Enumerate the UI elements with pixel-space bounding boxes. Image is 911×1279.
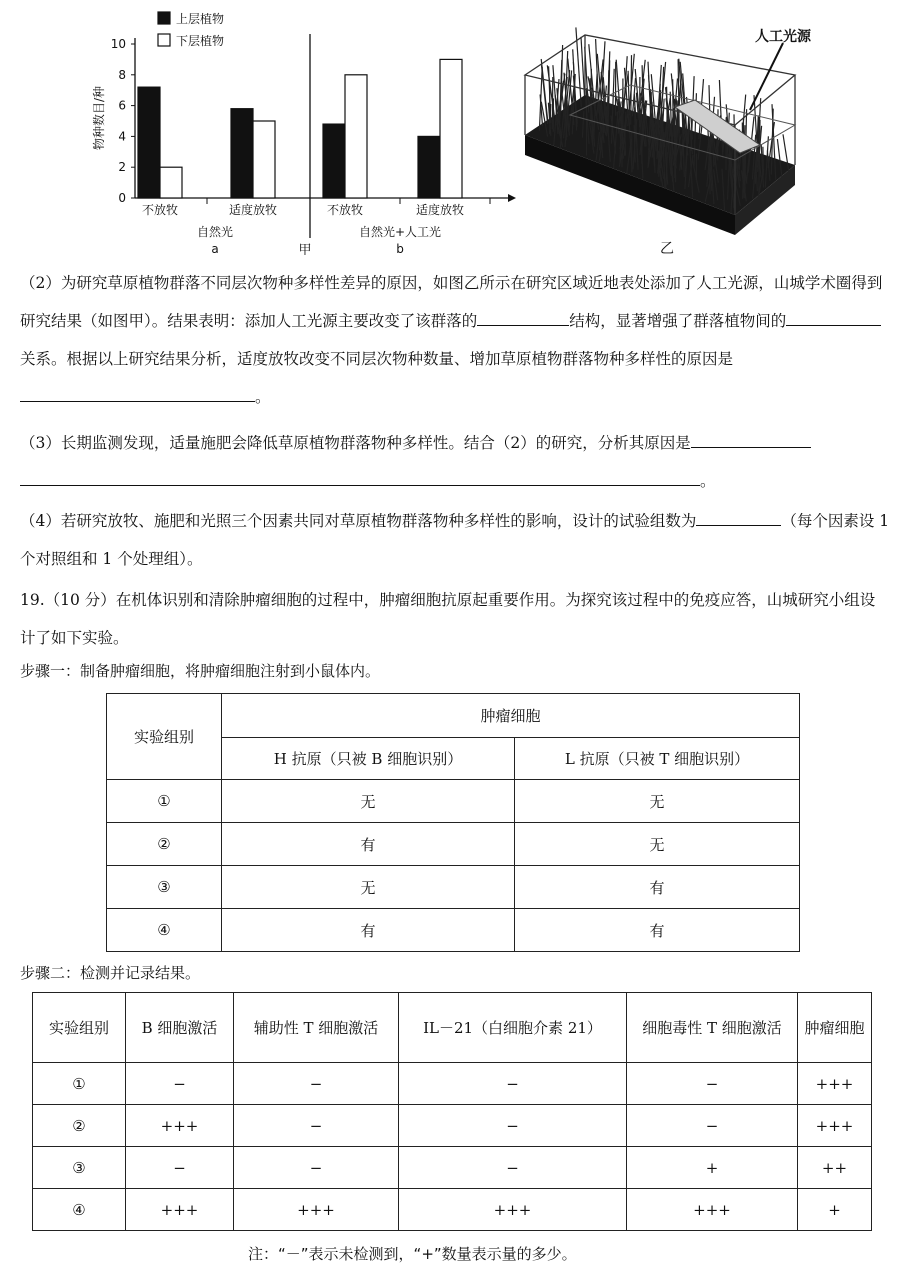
header-cytotoxic-t: 细胞毒性 T 细胞激活 (627, 993, 798, 1063)
q3-text-1: （3）长期监测发现，适量施肥会降低草原植物群落物种多样性。结合（2）的研究，分析其原因是 (20, 434, 691, 452)
cell-h: 无 (222, 780, 515, 823)
step2-table (32, 992, 872, 1231)
q2-text-2: 结构，显著增强了群落植物间的 (569, 312, 787, 330)
q3-blank-a[interactable] (691, 431, 811, 448)
table-row (33, 1105, 872, 1147)
cell-l: 有 (515, 909, 800, 952)
cell: + (798, 1189, 872, 1231)
q2-blank-structure[interactable] (477, 309, 569, 326)
bar-upper (138, 87, 160, 198)
grass-blade (541, 59, 548, 122)
step1-table (106, 693, 800, 952)
step1-title: 步骤一：制备肿瘤细胞，将肿瘤细胞注射到小鼠体内。 (20, 662, 381, 680)
q2-text-1: （2）为研究草原植物群落不同层次物种多样性差异的原因，如图乙所示在研究区域近地表处添加了人工光源，山城学术圈得到研究结果（如图甲）。结果表明：添加人工光源主要改变了该群落的 (20, 274, 883, 330)
y-tick-label: 0 (118, 191, 126, 205)
cell: − (126, 1063, 234, 1105)
category-label: 不放牧 (141, 203, 179, 217)
cell: ① (33, 1063, 126, 1105)
bar-upper (323, 124, 345, 198)
cell-l: 无 (515, 780, 800, 823)
group-sub-label: a (211, 242, 219, 255)
cell-l: 无 (515, 823, 800, 866)
table-row (33, 1063, 872, 1105)
cell-group: ④ (107, 909, 222, 952)
cell: − (234, 1105, 399, 1147)
cell: − (399, 1105, 627, 1147)
cell: − (627, 1063, 798, 1105)
cell: +++ (126, 1105, 234, 1147)
header-b-cell: B 细胞激活 (126, 993, 234, 1063)
y-tick-label: 4 (118, 129, 126, 144)
cell: − (126, 1147, 234, 1189)
cell-group: ① (107, 780, 222, 823)
group-label: 自然光+人工光 (358, 225, 442, 239)
q4-blank-groups[interactable] (696, 509, 781, 526)
y-tick-label: 6 (118, 98, 126, 113)
step1-header-tumor: 肿瘤细胞 (222, 694, 800, 738)
group-sub-label: b (396, 242, 404, 255)
cell: ++ (798, 1147, 872, 1189)
y-tick-label: 2 (118, 160, 126, 175)
q3-text-2: 。 (700, 472, 716, 490)
bar-upper (418, 136, 440, 198)
table-row (107, 823, 800, 866)
annotation-light-source: 人工光源 (755, 29, 811, 45)
legend-swatch (158, 34, 170, 46)
table-row (107, 780, 800, 823)
cell: + (627, 1147, 798, 1189)
cell: +++ (627, 1189, 798, 1231)
table-row (107, 909, 800, 952)
table-note: 注：“－”表示未检测到，“+”数量表示量的多少。 (248, 1245, 577, 1263)
grass-blade (581, 37, 585, 96)
q2-text-3: 关系。根据以上研究结果分析，适度放牧改变不同层次物种数量、增加草原植物群落物种多样性的原因是 (20, 350, 734, 368)
step2-title: 步骤二：检测并记录结果。 (20, 964, 201, 982)
bar-lower (440, 59, 462, 198)
legend-label: 上层植物 (176, 12, 225, 26)
cell: ③ (33, 1147, 126, 1189)
legend-swatch (158, 12, 170, 24)
question-4 (20, 502, 890, 578)
bar-chart-jia (90, 10, 520, 255)
category-label: 适度放牧 (228, 203, 278, 217)
cell-l: 有 (515, 866, 800, 909)
step1-header-group: 实验组别 (107, 694, 222, 780)
cell: − (399, 1147, 627, 1189)
step1-header-h: H 抗原（只被 B 细胞识别） (222, 738, 515, 780)
bar-lower (345, 75, 367, 198)
cell-h: 有 (222, 909, 515, 952)
cell-group: ② (107, 823, 222, 866)
cell: +++ (399, 1189, 627, 1231)
table-row (107, 866, 800, 909)
category-label: 适度放牧 (415, 203, 465, 217)
grass-blade (628, 71, 629, 116)
q19-text: 19.（10 分）在机体识别和清除肿瘤细胞的过程中，肿瘤细胞抗原起重要作用。为探究该过程中的免疫应答，山城研究小组设计了如下实验。 (20, 591, 876, 647)
y-tick-label: 10 (110, 37, 126, 51)
question-3 (20, 424, 890, 500)
q2-text-4: 。 (255, 388, 271, 406)
header-helper-t: 辅助性 T 细胞激活 (234, 993, 399, 1063)
cell: − (234, 1147, 399, 1189)
q4-text-1: （4）若研究放牧、施肥和光照三个因素共同对草原植物群落物种多样性的影响，设计的试验组数为 (20, 512, 697, 530)
cell: +++ (126, 1189, 234, 1231)
header-group: 实验组别 (33, 993, 126, 1063)
table-row (33, 1147, 872, 1189)
field-illustration-yi (515, 15, 825, 255)
cell: +++ (798, 1063, 872, 1105)
cell-h: 有 (222, 823, 515, 866)
cell: − (234, 1063, 399, 1105)
bar-lower (253, 121, 275, 198)
grass-blade (552, 77, 553, 129)
header-tumor: 肿瘤细胞 (798, 993, 872, 1063)
cell: − (627, 1105, 798, 1147)
group-label: 自然光 (196, 225, 234, 239)
cell-group: ③ (107, 866, 222, 909)
q4-text-2: （每个因素设 1 个对照组和 1 个处理组）。 (20, 512, 890, 568)
figure-label-yi: 乙 (660, 241, 674, 255)
grass-blade (631, 55, 632, 125)
q2-blank-relation[interactable] (786, 309, 881, 326)
q2-blank-reason[interactable] (20, 385, 255, 402)
question-2 (20, 264, 890, 416)
q3-blank-b[interactable] (20, 469, 700, 486)
cell-h: 无 (222, 866, 515, 909)
category-label: 不放牧 (326, 203, 364, 217)
figure-label-jia: 甲 (298, 243, 312, 255)
table-row (33, 1189, 872, 1231)
cell: − (399, 1063, 627, 1105)
bar-upper (231, 109, 253, 198)
table-header-row (33, 993, 872, 1063)
step1-header-l: L 抗原（只被 T 细胞识别） (515, 738, 800, 780)
cell: +++ (798, 1105, 872, 1147)
y-tick-label: 8 (118, 67, 126, 82)
legend-label: 下层植物 (176, 34, 225, 48)
header-il21: IL－21（白细胞介素 21） (399, 993, 627, 1063)
bar-lower (160, 167, 182, 198)
cell: +++ (234, 1189, 399, 1231)
question-19 (20, 581, 890, 657)
y-axis-label: 物种数目/种 (92, 85, 106, 151)
cell: ④ (33, 1189, 126, 1231)
cell: ② (33, 1105, 126, 1147)
